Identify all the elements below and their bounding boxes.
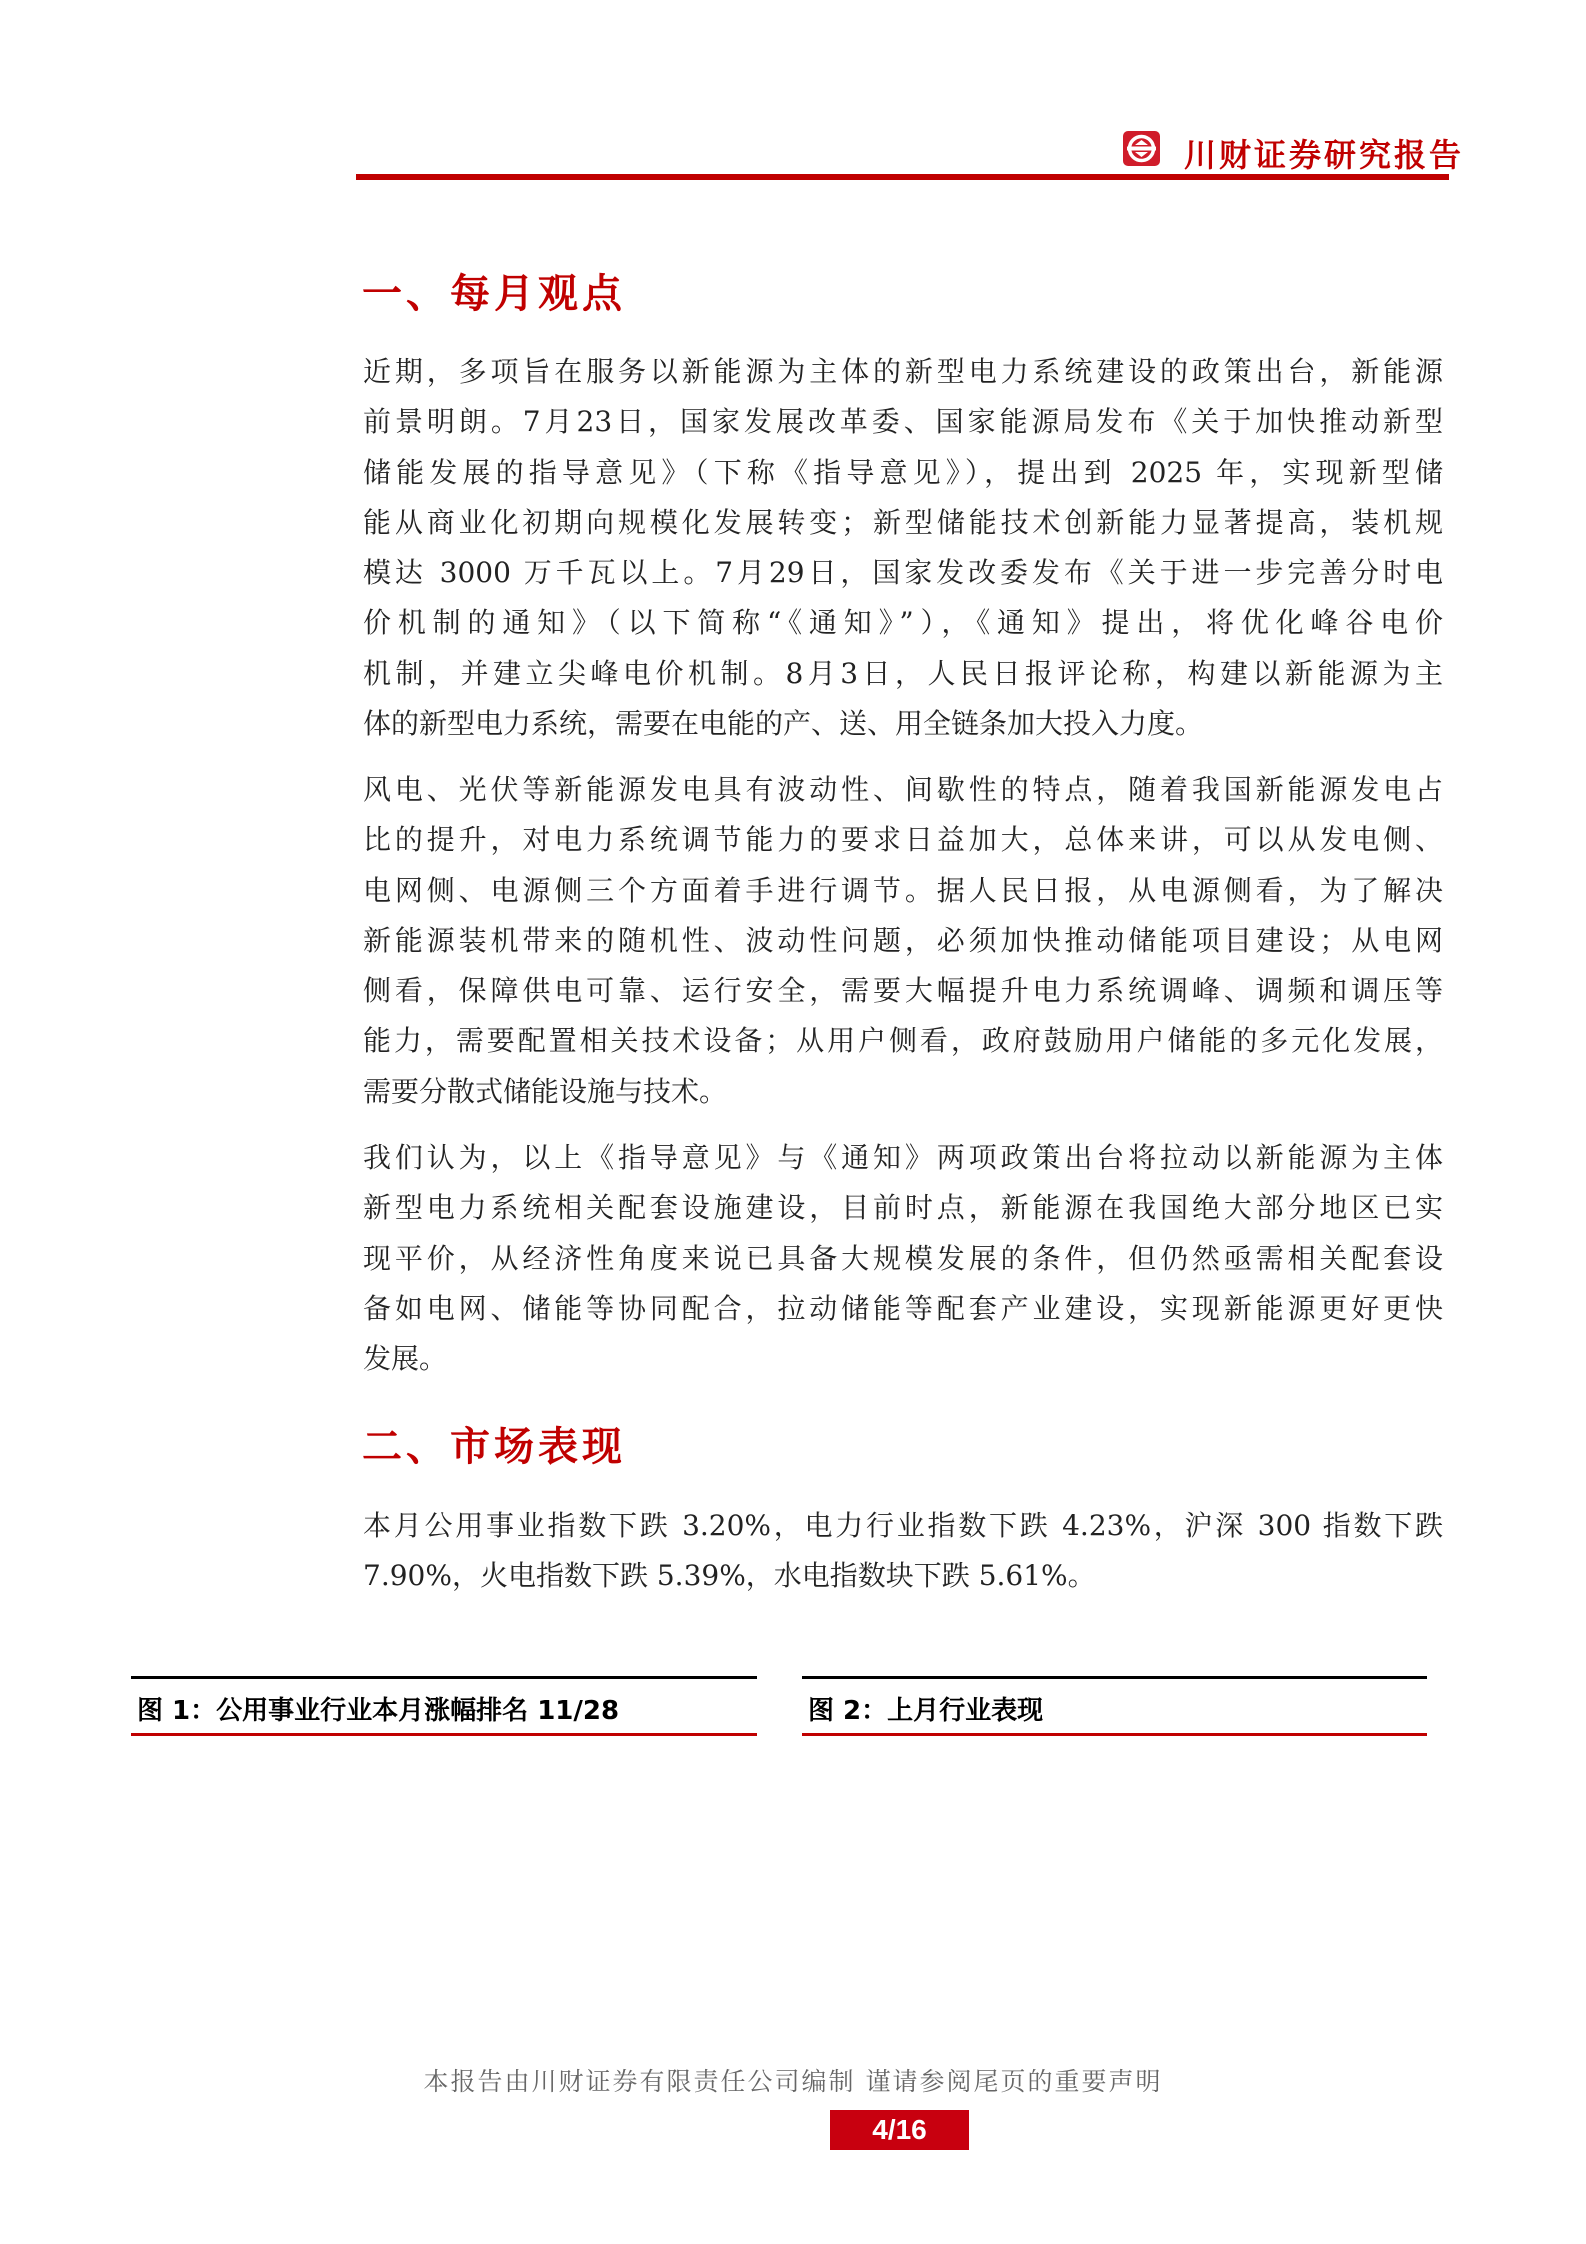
text-line: 机制，并建立尖峰电价机制。8月3日，人民日报评论称，构建以新能源为主 [363,656,1443,690]
text-line: 体的新型电力系统，需要在电能的产、送、用全链条加大投入力度。 [363,707,1204,741]
figure-caption [802,1676,1427,1736]
page-number: 4/16 [830,2110,969,2150]
section-heading: 二、市场表现 [362,1423,626,1470]
text-line: 发展。 [363,1342,448,1376]
paragraph [363,1133,1443,1384]
text-line: 比的提升，对电力系统调节能力的要求日益加大，总体来讲，可以从发电侧、 [363,823,1443,857]
text-line: 储能发展的指导意见》（下称《指导意见》），提出到 2025 年，实现新型储 [363,455,1443,489]
text-line: 新能源装机带来的随机性、波动性问题，必须加快推动储能项目建设；从电网 [363,923,1443,957]
section-heading: 一、每月观点 [362,270,626,317]
text-line: 近期，多项旨在服务以新能源为主体的新型电力系统建设的政策出台，新能源 [363,355,1443,388]
paragraph [363,1501,1443,1602]
figure-title: 图 1：公用事业行业本月涨幅排名 11/28 [137,1696,620,1726]
text-line: 能力，需要配置相关技术设备；从用户侧看，政府鼓励用户储能的多元化发展， [363,1024,1443,1058]
paragraph [363,765,1443,1117]
text-line: 模达 3000 万千瓦以上。7月29日，国家发改委发布《关于进一步完善分时电 [363,556,1443,590]
text-line: 现平价，从经济性角度来说已具备大规模发展的条件，但仍然亟需相关配套设 [363,1241,1443,1275]
header-brand: 川财证券研究报告 [1184,136,1465,174]
header-divider [356,174,1449,180]
figure-caption [131,1676,757,1736]
paragraph [363,347,1443,749]
text-line: 我们认为，以上《指导意见》与《通知》两项政策出台将拉动以新能源为主体 [363,1141,1443,1174]
text-line: 电网侧、电源侧三个方面着手进行调节。据人民日报，从电源侧看，为了解决 [363,873,1443,907]
text-line: 7.90%，火电指数下跌 5.39%，水电指数块下跌 5.61%。 [363,1559,1096,1593]
text-line: 侧看，保障供电可靠、运行安全，需要大幅提升电力系统调峰、调频和调压等 [363,974,1443,1008]
text-line: 能从商业化初期向规模化发展转变；新型储能技术创新能力显著提高，装机规 [363,505,1443,539]
text-line: 备如电网、储能等协同配合，拉动储能等配套产业建设，实现新能源更好更快 [363,1291,1443,1325]
figure-title: 图 2：上月行业表现 [808,1696,1044,1726]
text-line: 前景明朗。7月23日，国家发展改革委、国家能源局发布《关于加快推动新型 [363,405,1443,439]
text-line: 风电、光伏等新能源发电具有波动性、间歇性的特点，随着我国新能源发电占 [363,773,1443,806]
company-logo-icon [1123,131,1160,166]
text-line: 需要分散式储能设施与技术。 [363,1074,728,1108]
footer-disclaimer: 本报告由川财证券有限责任公司编制 谨请参阅尾页的重要声明 [423,2067,1163,2096]
text-line: 新型电力系统相关配套设施建设，目前时点，新能源在我国绝大部分地区已实 [363,1191,1443,1225]
text-line: 本月公用事业指数下跌 3.20%，电力行业指数下跌 4.23%，沪深 300 指数下跌 [363,1509,1443,1542]
text-line: 价机制的通知》（以下简称“《通知》”），《通知》提出，将优化峰谷电价 [363,606,1443,640]
